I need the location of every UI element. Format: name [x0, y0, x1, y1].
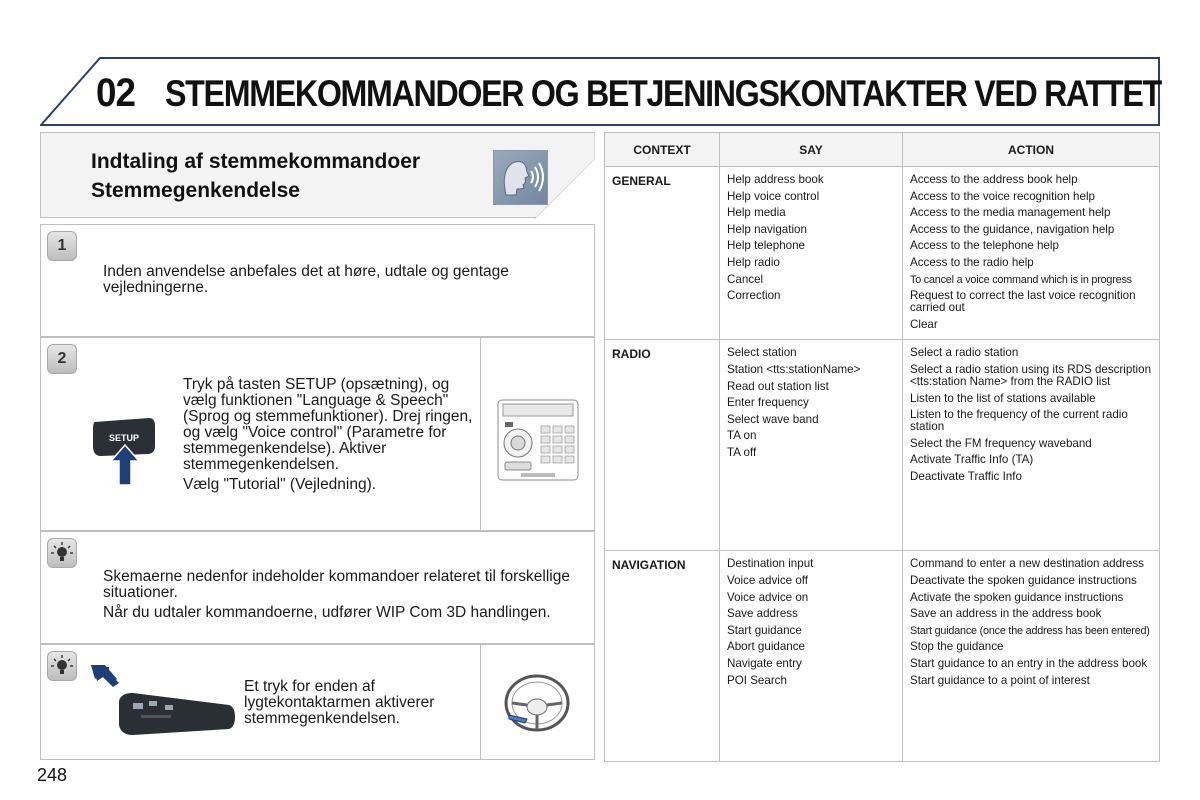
tip-icon [47, 651, 77, 681]
step-1-box [40, 224, 595, 337]
say-cell [720, 167, 903, 340]
action-item: Select the FM frequency waveband [910, 436, 1092, 450]
tip-commands-text [103, 569, 583, 621]
step-1-text [103, 264, 563, 296]
say-item: Enter frequency [727, 396, 809, 410]
setup-button-label: SETUP [108, 433, 140, 443]
say-item: Station <tts:stationName> [727, 362, 861, 376]
action-item: Start guidance to an entry in the address book [910, 656, 1148, 670]
tip-box-stalk [40, 644, 595, 760]
say-cell [720, 551, 903, 762]
column-header-say: SAY [720, 133, 903, 167]
say-item: Help navigation [727, 222, 807, 236]
say-item: Save address [727, 607, 798, 621]
steering-wheel-icon [481, 645, 593, 759]
voice-commands-table [604, 132, 1160, 762]
action-item: Activate the spoken guidance instructions [910, 590, 1124, 604]
action-item: Stop the guidance [910, 640, 1004, 654]
action-item: Listen to the frequency of the current radio station [910, 408, 1128, 434]
table-row [605, 340, 1160, 551]
say-item: Help voice control [727, 189, 820, 203]
say-item: Help radio [727, 255, 780, 269]
tip-stalk-text [244, 679, 464, 727]
action-item: Access to the voice recognition help [910, 189, 1095, 203]
page-number: 248 [37, 765, 68, 785]
say-item: TA off [727, 445, 757, 459]
action-item: Access to the guidance, navigation help [910, 222, 1115, 236]
tip-commands-paragraph-2: Når du udtaler kommandoerne, udfører WIP Com 3D handlingen. [103, 604, 551, 621]
action-item: Listen to the list of stations available [910, 391, 1096, 405]
say-item: Navigate entry [727, 656, 802, 670]
context-cell: GENERAL [605, 167, 720, 340]
steering-wheel-illustration-cell [480, 645, 594, 759]
action-cell [903, 167, 1160, 340]
say-item: Help address book [727, 173, 824, 186]
say-item: Start guidance [727, 623, 802, 637]
say-item: Select wave band [727, 412, 819, 426]
say-item: Read out station list [727, 379, 829, 393]
section-title-box [40, 132, 595, 218]
step-2-paragraph-1: Tryk på tasten SETUP (opsætning), og vælg funktionen "Language & Speech" (Sprog og stemmefunktioner). Drej ringen, og vælg "Voice control" (Parametre for stemmegenkendelse). Aktiver stemmegenkendelsen. [183, 376, 473, 473]
say-item: Cancel [727, 272, 764, 286]
column-header-context: CONTEXT [605, 133, 720, 167]
tip-box-commands [40, 531, 595, 644]
say-item: Correction [727, 289, 781, 303]
tip-icon [47, 538, 77, 568]
tip-stalk-paragraph: Et tryk for enden af lygtekontaktarmen aktiverer stemmegenkendelsen. [244, 678, 435, 727]
action-item: To cancel a voice command which is in progress [910, 273, 1132, 286]
action-item: Request to correct the last voice recognition carried out [910, 289, 1136, 315]
action-cell [903, 551, 1160, 762]
setup-button-illustration [91, 416, 157, 486]
column-header-action: ACTION [903, 133, 1160, 167]
table-row [605, 551, 1160, 762]
step-1-badge: 1 [47, 231, 77, 261]
say-item: Voice advice off [727, 573, 808, 587]
say-item: Abort guidance [727, 640, 805, 654]
radio-unit-icon [481, 338, 593, 528]
lighting-stalk-illustration [89, 665, 237, 745]
table-header-row [605, 133, 1160, 167]
step-2-paragraph-2: Vælg "Tutorial" (Vejledning). [183, 476, 377, 493]
action-item: Save an address in the address book [910, 607, 1102, 621]
context-cell: NAVIGATION [605, 551, 720, 762]
action-item: Start guidance (once the address has been entered) [910, 624, 1150, 637]
action-item: Deactivate Traffic Info [910, 469, 1022, 483]
tip-commands-paragraph-1: Skemaerne nedenfor indeholder kommandoer relateret til forskellige situationer. [103, 568, 570, 601]
speaking-head-icon [493, 150, 548, 205]
step-2-box [40, 337, 595, 531]
action-item: Select a radio station using its RDS description <tts:station Name> from the RADIO list [910, 362, 1152, 388]
say-item: POI Search [727, 673, 787, 687]
say-item: Voice advice on [727, 590, 809, 604]
step-2-badge: 2 [47, 344, 77, 374]
instructions-column [40, 132, 595, 760]
action-item: Activate Traffic Info (TA) [910, 453, 1034, 467]
say-item: Select station [727, 346, 797, 360]
radio-unit-illustration-cell [480, 338, 594, 530]
chapter-number: 02 [96, 71, 136, 115]
section-title-line2: Stemmegenkendelse [91, 179, 300, 202]
action-cell [903, 340, 1160, 551]
action-item: Clear [910, 317, 938, 331]
step-2-text [183, 377, 483, 493]
say-item: Destination input [727, 557, 814, 571]
say-item: Help media [727, 206, 786, 220]
context-cell: RADIO [605, 340, 720, 551]
chapter-banner [40, 57, 1160, 127]
action-item: Access to the media management help [910, 206, 1111, 220]
action-item: Command to enter a new destination address [910, 557, 1144, 571]
step-1-paragraph: Inden anvendelse anbefales det at høre, udtale og gentage vejledningerne. [103, 263, 509, 296]
action-item: Access to the telephone help [910, 239, 1059, 253]
action-item: Deactivate the spoken guidance instructions [910, 573, 1137, 587]
say-item: TA on [727, 429, 757, 443]
action-item: Start guidance to a point of interest [910, 673, 1090, 687]
section-title-line1: Indtaling af stemmekommandoer [91, 150, 421, 173]
say-cell [720, 340, 903, 551]
chapter-title: STEMMEKOMMANDOER OG BETJENINGSKONTAKTER VED RATTET [165, 73, 1161, 114]
action-item: Select a radio station [910, 346, 1019, 360]
say-item: Help telephone [727, 239, 805, 253]
action-item: Access to the radio help [910, 255, 1034, 269]
section-title [91, 147, 420, 205]
action-item: Access to the address book help [910, 173, 1078, 186]
table-row [605, 167, 1160, 340]
